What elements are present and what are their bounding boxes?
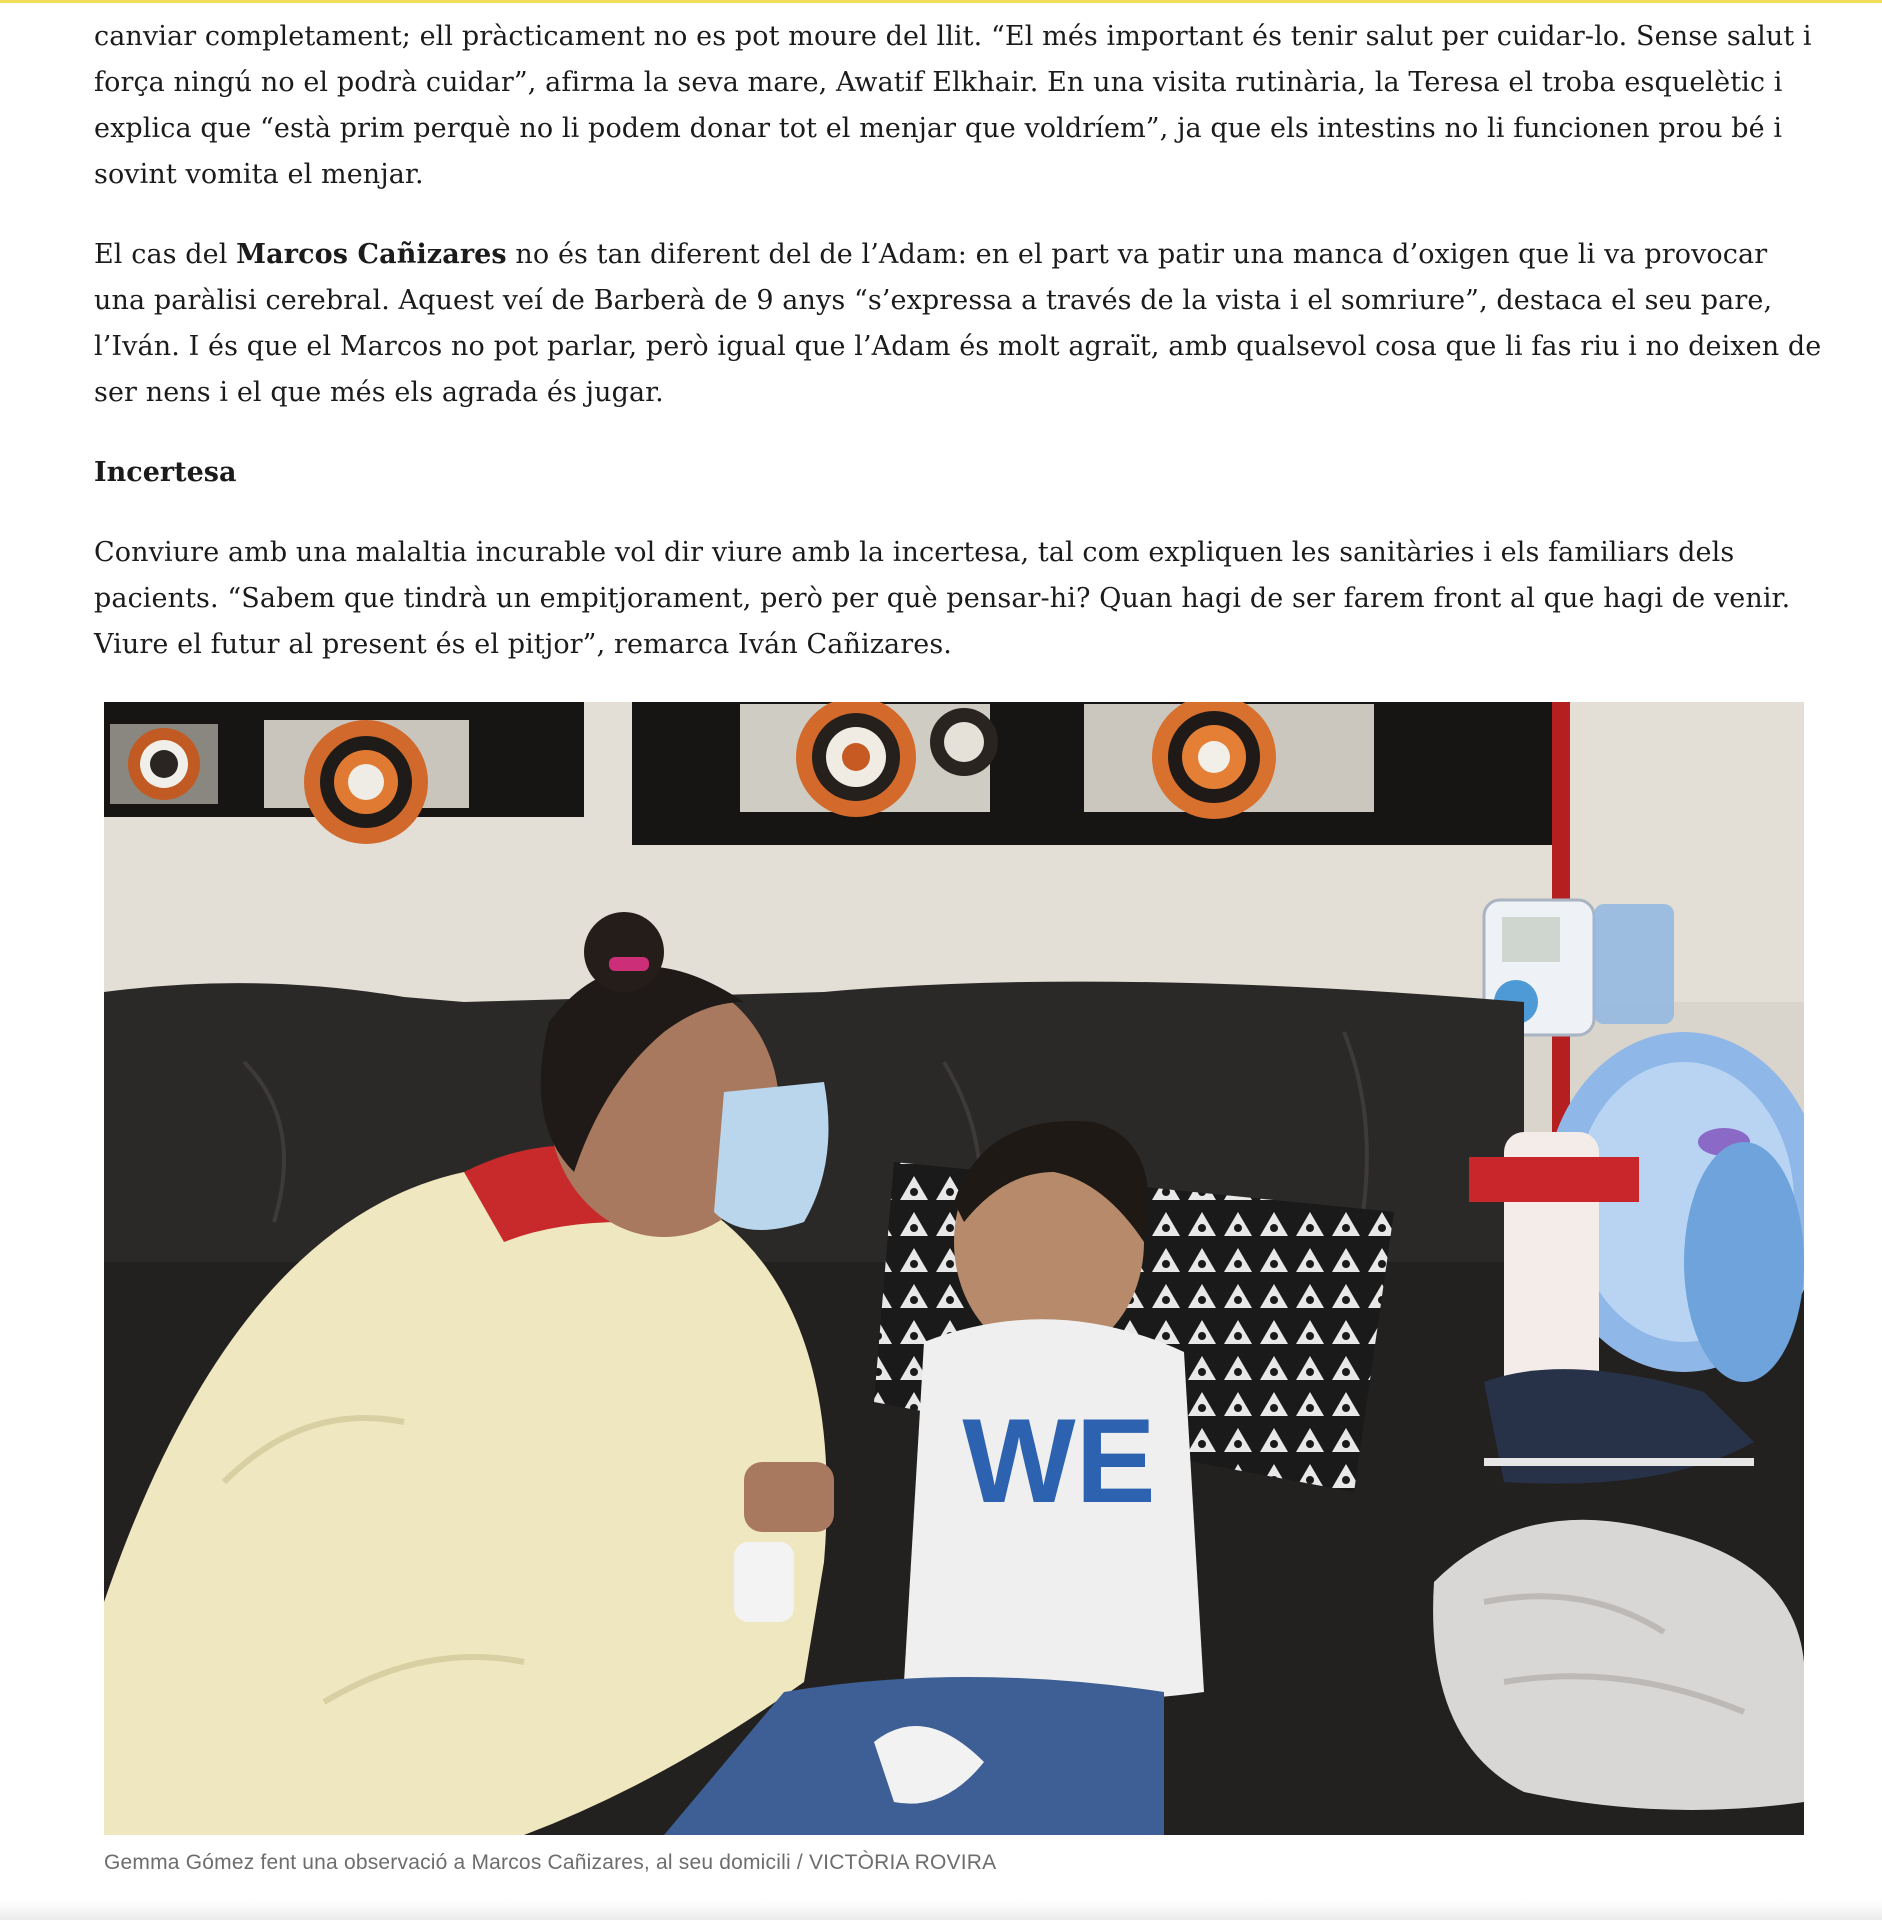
paragraph-2-rest: no és tan diferent del de l’Adam: en el part va patir una manca d’oxigen que li va provocar una paràlisi cerebral. Aquest veí de Barberà de 9 anys “s’expressa a través de la vista i el somriure”, destaca el seu pare, l’Iván. I és que el Marcos no pot parlar, però igual que l’Adam és molt agraït, amb qualsevol cosa que li fas riu i no deixen de ser nens i el que més els agrada és jugar. xyxy=(94,239,1822,408)
paragraph-2 xyxy=(94,232,1824,416)
article-photo[interactable] xyxy=(104,702,1804,1835)
shirt-print: WE xyxy=(962,1394,1156,1528)
person-name-marcos: Marcos Cañizares xyxy=(236,239,507,270)
article-body xyxy=(94,14,1824,702)
page-bottom-edge xyxy=(0,1900,1882,1920)
subheading-incertesa: Incertesa xyxy=(94,457,237,488)
photo-caption: Gemma Gómez fent una observació a Marcos Cañizares, al seu domicili / VICTÒRIA ROVIRA xyxy=(104,1851,997,1874)
article-figure xyxy=(104,702,1804,1875)
paragraph-3: Conviure amb una malaltia incurable vol dir viure amb la incertesa, tal com expliquen les sanitàries i els familiars dels pacients. “Sabem que tindrà un empitjorament, però per què pensar-hi? Quan hagi de ser farem front al que hagi de venir. Viure el futur al present és el pitjor”, remarca Iván Cañizares. xyxy=(94,537,1791,660)
top-accent-bar xyxy=(0,0,1882,3)
paragraph-2-lead: El cas del xyxy=(94,239,237,270)
photo-illustration xyxy=(104,702,1804,1835)
painting-middle xyxy=(632,702,1560,845)
paragraph-1: canviar completament; ell pràcticament no es pot moure del llit. “El més important és tenir salut per cuidar-lo. Sense salut i força ningú no el podrà cuidar”, afirma la seva mare, Awatif Elkhair. En una visita rutinària, la Teresa el troba esquelètic i explica que “està prim perquè no li podem donar tot el menjar que voldríem”, ja que els intestins no li funcionen prou bé i sovint vomita el menjar. xyxy=(94,21,1812,190)
